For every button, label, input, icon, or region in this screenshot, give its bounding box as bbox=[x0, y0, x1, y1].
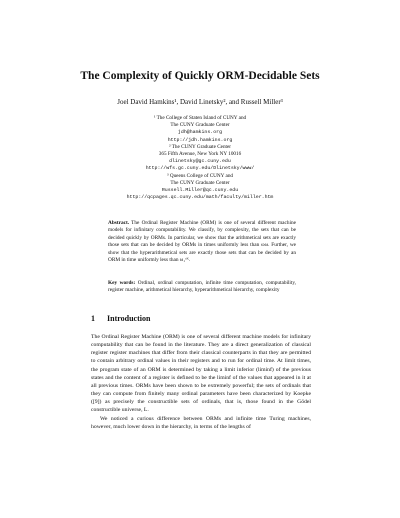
paper-title: The Complexity of Quickly ORM-Decidable Sets bbox=[80, 70, 320, 82]
url-link[interactable]: http://wfs.gc.cuny.edu/Dlinetsky/www/ bbox=[145, 166, 255, 172]
affiliation-line: ¹ The College of Staten Island of CUNY and bbox=[153, 115, 247, 121]
paragraph: The Ordinal Register Machine (ORM) is one of several different machine models for infinitary computability that can be found in the literature. They are a direct generalization of classical register register machines that differ from their classical counterparts in that they are permitted to contain arbitrary ordinal values in their registers and to run for ordinal time. At limit times, the program state of an ORM is determined by taking a limit inferior (liminf) of the previous states and the content of a register is defined to be the liminf of the values that appeared in it at all previous times. ORMs have been shown to be extremely powerful; the sets of ordinals that they can compute from finitely many ordinal parameters have been characterized by Koepke ([9]) as precisely the constructible sets of ordinals, that is, those found in the Gödel constructible universe, L. bbox=[91, 334, 311, 414]
body-text bbox=[91, 333, 311, 431]
email-link[interactable]: jdh@hamkins.org bbox=[177, 130, 223, 136]
section-number: 1 bbox=[91, 314, 95, 323]
section-heading bbox=[91, 314, 150, 323]
affiliations bbox=[0, 115, 400, 201]
keywords-label: Key words: bbox=[108, 280, 136, 286]
abstract bbox=[108, 220, 296, 264]
affiliation-line: The CUNY Graduate Center bbox=[170, 179, 230, 186]
keywords-text: Ordinal, ordinal computation, infinite time computation, computability, register machine, arithmetical hierarchy, hyperarithmetical hierarchy, complexity bbox=[108, 280, 297, 294]
abstract-text: The Ordinal Register Machine (ORM) is one of several different machine models for infinitary computability. We classify, by complexity, the sets that can be decided quickly by ORMs. In particular, we show that the arithmetical sets are exactly those sets that can be decided by ORMs in times uniformly less than ωω. Further, we show that the hyperarithmetical sets are exactly those sets that can be decided by an ORM in time uniformly less than ω₁ᶜᴷ. bbox=[108, 220, 297, 264]
abstract-label: Abstract. bbox=[108, 220, 130, 226]
email-link[interactable]: Russell.Miller@qc.cuny.edu bbox=[161, 188, 239, 194]
url-link[interactable]: http://qcpages.qc.cuny.edu/math/faculty/miller.htm bbox=[126, 195, 274, 201]
paragraph: We noticed a curious difference between ORMs and infinite time Turing machines, however, much lower down in the hierarchy, in terms of the lengths of bbox=[91, 415, 311, 430]
affiliation-line: 365 Fifth Avenue, New York NY 10016 bbox=[158, 151, 242, 158]
keywords bbox=[108, 280, 296, 295]
email-link[interactable]: dlinetsky@gc.cuny.edu bbox=[169, 159, 231, 165]
affiliation-line: ³ Queens College of CUNY and bbox=[166, 172, 234, 179]
section-title: Introduction bbox=[107, 314, 151, 323]
url-link[interactable]: http://jdh.hamkins.org bbox=[167, 137, 233, 143]
affiliation-line: The CUNY Graduate Center bbox=[170, 122, 230, 129]
affiliation-line: ² The CUNY Graduate Center bbox=[168, 143, 232, 150]
author-list: Joel David Hamkins¹, David Linetsky², and Russell Miller³ bbox=[117, 98, 283, 106]
